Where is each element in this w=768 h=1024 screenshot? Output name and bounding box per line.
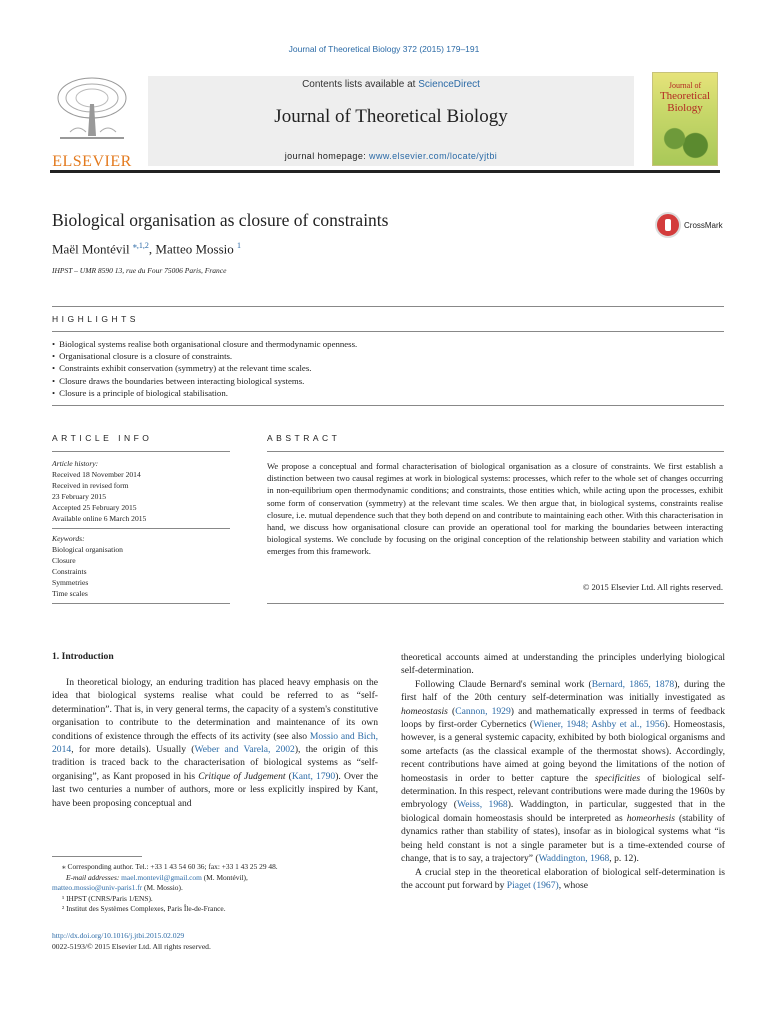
- citation-link[interactable]: Cannon, 1929: [455, 705, 511, 717]
- citation-link[interactable]: Waddington, 1968: [538, 853, 610, 865]
- highlight-item: • Biological systems realise both organisational closure and thermodynamic openness.: [52, 338, 692, 350]
- footnote-emails: [52, 873, 378, 884]
- rule: [52, 331, 724, 332]
- abstract-copyright: © 2015 Elsevier Ltd. All rights reserved.: [582, 582, 723, 592]
- paragraph: [52, 676, 378, 810]
- text-run: Following Claude Bernard's seminal work (: [415, 678, 592, 690]
- history-item: Received in revised form: [52, 481, 129, 490]
- footnote-1: ¹ IHPST (CNRS/Paris 1/ENS).: [62, 893, 153, 903]
- cover-line: Journal of: [668, 81, 702, 90]
- email-link[interactable]: matteo.mossio@univ-paris1.fr: [52, 883, 143, 892]
- doi-block: [52, 931, 211, 952]
- article-title: Biological organisation as closure of constraints: [52, 210, 389, 230]
- history-item: Available online 6 March 2015: [52, 514, 147, 523]
- journal-cover[interactable]: [652, 72, 718, 166]
- contents-prefix: Contents lists available at: [302, 79, 419, 90]
- text-run: ). Homeostasis, however, is a general systemic capacity, exhibited by both biological organisms and some artefacts (as the classical example of the thermostat shows). Accordingly, recent contributions have aimed at going beyond the limitations of the notion of homeostasis in order to better capture the: [401, 719, 725, 784]
- crossmark-badge[interactable]: [655, 212, 725, 240]
- text-run: ). Waddington, in particular, suggested that in the biological domain homeostasis should be interpreted as: [401, 799, 725, 824]
- keyword: Biological organisation: [52, 545, 123, 554]
- highlight-item: • Closure is a principle of biological stabilisation.: [52, 387, 692, 399]
- keyword: Closure: [52, 556, 76, 565]
- text-run: ). Over the last two centuries a number of authors, more or less explicitly inspired by Kant, have been proposing conceptual and: [52, 770, 378, 809]
- author-name: Maël Montévil: [52, 241, 130, 257]
- text-run: ), the origin of this tradition is traced back to the characterisation of biological systems as “self-organising”, as Kant proposed in his: [52, 744, 378, 782]
- text-run: In theoretical biology, an enduring tradition has placed heavy emphasis on the idea that biological systems realise what could be referred to as “self-determination”. That is, in very general terms, the capacity of a system's constitutive organisation to contribute to the determination and maintenance of its own conditions of existence through the effects of its activity (see also: [52, 677, 378, 742]
- elsevier-tree-icon: [50, 74, 134, 146]
- article-info: [52, 458, 230, 599]
- body-right-column: [401, 651, 725, 892]
- section-heading-introduction: 1. Introduction: [52, 651, 114, 662]
- author-marks[interactable]: ⁎,1,2: [132, 241, 149, 250]
- text-run: of biological self-determination. In this respect, relevant contributions were made during the 1960s by embryology (: [401, 772, 725, 811]
- text-run: , for more details). Usually (: [71, 744, 195, 756]
- doi-link[interactable]: http://dx.doi.org/10.1016/j.jtbi.2015.02.029: [52, 931, 185, 940]
- text-run: ) and mathematically expressed in terms of feedback loops by first-order Cybernetics (: [401, 705, 725, 731]
- header-rule: [50, 170, 720, 173]
- crossmark-label: CrossMark: [684, 221, 723, 230]
- rule: [52, 306, 724, 307]
- email-link[interactable]: mael.montevil@gmail.com: [121, 872, 202, 882]
- journal-name: Journal of Theoretical Biology: [274, 106, 508, 127]
- history-item: 23 February 2015: [52, 492, 106, 501]
- cover-title: [656, 81, 714, 114]
- affiliation: IHPST – UMR 8590 13, rue du Four 75006 Paris, France: [52, 266, 227, 275]
- journal-header-box: [148, 76, 634, 166]
- email-owner: (M. Montévil),: [201, 872, 248, 882]
- rule: [52, 405, 724, 406]
- text-run: theoretical accounts aimed at understanding the principles underlying biological self-determination.: [401, 652, 725, 677]
- text-run: A crucial step in the theoretical elaboration of biological self-determination is the account put forward by: [401, 866, 725, 891]
- homepage-prefix: journal homepage:: [284, 151, 370, 161]
- highlight-item: • Organisational closure is a closure of constraints.: [52, 350, 692, 362]
- history-label: Article history:: [52, 459, 99, 468]
- cover-line: Biology: [667, 102, 703, 114]
- citation-link[interactable]: Mossio and Bich, 2014: [52, 730, 378, 756]
- rule: [267, 451, 724, 452]
- footnote-2: ² Institut des Systèmes Complexes, Paris Île-de-France.: [62, 904, 226, 913]
- italic-text: Critique of Judgement: [198, 770, 286, 782]
- cover-leaves-icon: [659, 125, 711, 159]
- text-run: (: [447, 705, 456, 717]
- abstract-heading: ABSTRACT: [267, 433, 341, 443]
- history-item: Received 18 November 2014: [52, 470, 141, 479]
- citation-link[interactable]: Piaget (1967): [506, 879, 559, 891]
- abstract-text: We propose a conceptual and formal characterisation of biological organisation as a closure of constraints. We first establish a distinction between two causal regimes at work in biological systems: processes, which refer to the whole set of changes occurring in non-equilibrium open thermodynamic conditions; and constraints, those entities which, while acting upon the processes, exhibit some form of conservation (symmetry) at the relevant time scales. We then argue that, in biological systems, constraints realise closure, i.e. mutual dependence such that they both depend on and contribute to maintaining each other. With this characterisation in hand, we discuss how organisational closure can provide an operational tool for marking the boundaries between interacting biological systems. We conclude by focusing on the original conception of the relationship between stability and variation which emerges from this framework.: [267, 461, 723, 557]
- paragraph: [401, 678, 725, 866]
- citation-link[interactable]: Weiss, 1968: [457, 799, 508, 811]
- crossmark-icon: [655, 212, 681, 238]
- article-info-heading: ARTICLE INFO: [52, 433, 153, 443]
- homepage-link[interactable]: www.elsevier.com/locate/yjtbi: [369, 151, 498, 161]
- paragraph: [401, 651, 725, 678]
- history-item: Accepted 25 February 2015: [52, 503, 137, 512]
- paragraph: [401, 866, 725, 893]
- rule: [52, 451, 230, 452]
- text-run: (: [285, 770, 292, 782]
- footnote-corresponding: ⁎ Corresponding author. Tel.: +33 1 43 54 60 36; fax: +33 1 43 25 29 48.: [62, 862, 278, 871]
- authors: Maël Montévil $^{⁎,1,2}$, Matteo Mossio $^1$: [52, 241, 242, 257]
- email-owner: (M. Mossio).: [142, 883, 183, 892]
- citation-link[interactable]: Weber and Varela, 2002: [194, 744, 295, 756]
- sciencedirect-link[interactable]: ScienceDirect: [418, 79, 480, 90]
- keywords-label: Keywords:: [52, 534, 85, 543]
- cover-line: Theoretical: [659, 90, 711, 102]
- text-run: , whose: [558, 879, 589, 891]
- highlight-item: • Closure draws the boundaries between interacting biological systems.: [52, 375, 692, 387]
- author-name: Matteo Mossio: [155, 241, 234, 257]
- citation-link[interactable]: Bernard, 1865, 1878: [591, 678, 675, 690]
- elsevier-wordmark: ELSEVIER: [52, 153, 132, 170]
- keyword: Constraints: [52, 567, 87, 576]
- journal-reference[interactable]: Journal of Theoretical Biology 372 (2015) 179–191: [288, 44, 480, 54]
- rule: [52, 603, 230, 604]
- footnote-emails-cont: [52, 883, 378, 894]
- contents-line: [148, 79, 634, 90]
- footnote-rule: [52, 856, 142, 857]
- body-left-column: [52, 676, 378, 810]
- homepage-line: [148, 151, 634, 161]
- keyword: Symmetries: [52, 578, 89, 587]
- author-marks[interactable]: 1: [237, 241, 242, 250]
- italic-text: homeorhesis: [626, 812, 676, 824]
- issn-line: 0022-5193/© 2015 Elsevier Ltd. All rights reserved.: [52, 941, 211, 951]
- rule: [267, 603, 724, 604]
- italic-text: homeostasis: [401, 705, 448, 717]
- citation-link[interactable]: Kant, 1790: [291, 770, 336, 782]
- text-run: (stability of dynamics rather than stability of states), insofar as in biological systems what “is being held constant is not a single parameter but is a time-extended course of change, that is to say, a trajectory” (: [401, 812, 725, 865]
- highlight-item: • Constraints exhibit conservation (symmetry) at the relevant time scales.: [52, 362, 692, 374]
- elsevier-logo: [50, 74, 134, 170]
- text-run: , p. 12).: [609, 853, 639, 865]
- rule: [52, 528, 230, 529]
- email-label: E-mail addresses:: [66, 872, 120, 882]
- highlights-heading: HIGHLIGHTS: [52, 314, 139, 324]
- text-run: ), during the first half of the 20th century self-determination was initially investigated as: [401, 678, 725, 704]
- keyword: Time scales: [52, 589, 88, 598]
- citation-link[interactable]: Wiener, 1948; Ashby et al., 1956: [533, 719, 665, 731]
- highlights-list: [52, 338, 692, 399]
- footnotes: [52, 862, 378, 915]
- italic-text: specificities: [594, 772, 641, 784]
